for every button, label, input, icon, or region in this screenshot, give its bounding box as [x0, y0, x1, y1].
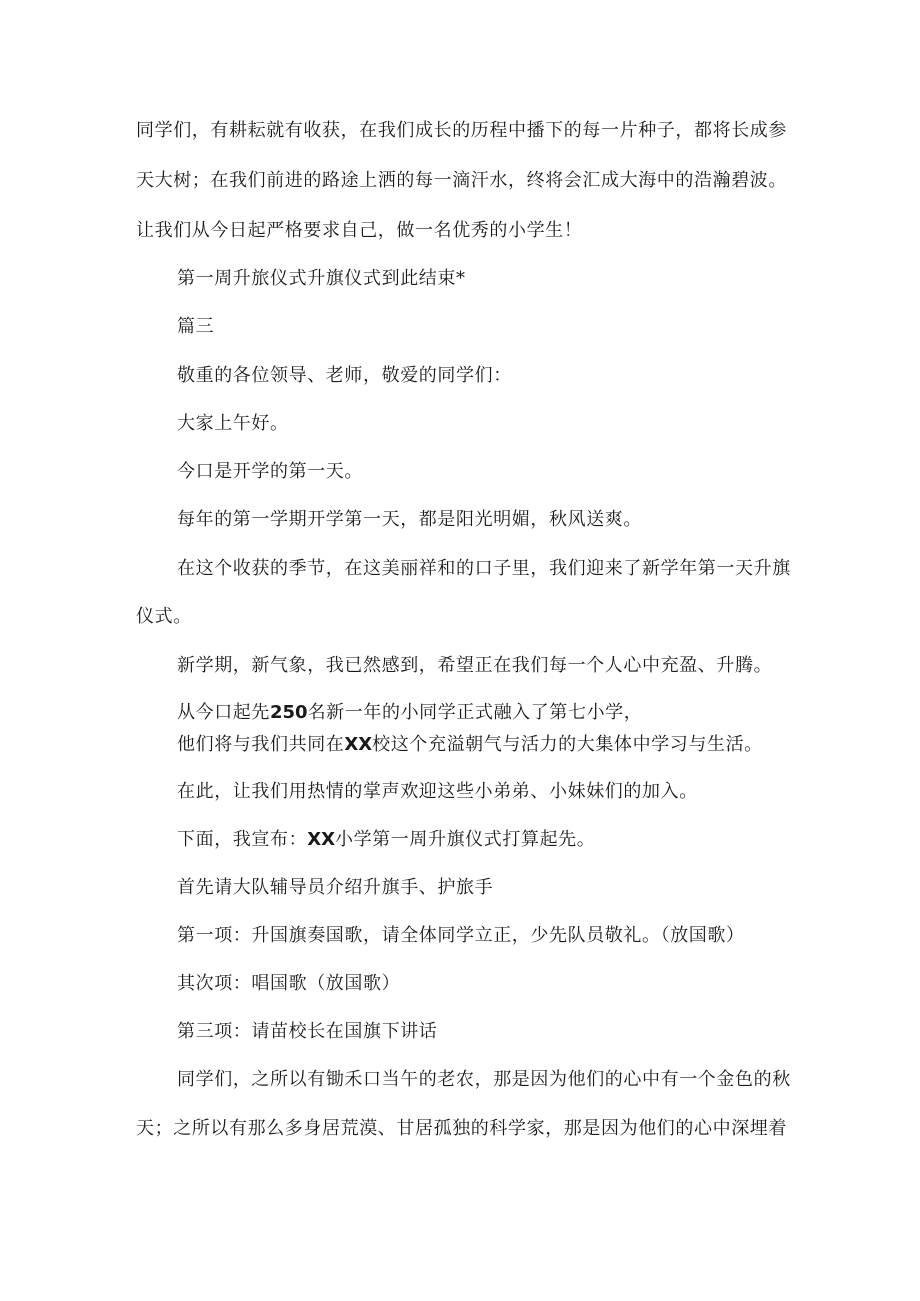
section-ending-line: 第一周升旅仪式升旗仪式到此结束* [177, 268, 466, 289]
agenda-item: 第三项：请苗校长在国旗下讲话 [177, 1021, 438, 1042]
text-run: 下面，我宣布： [177, 829, 308, 850]
salutation-line: 敬重的各位领导、老师，敬爱的同学们： [177, 365, 512, 386]
text-run: 他们将与我们共同在 [177, 734, 345, 755]
paragraph-line: 天大树；在我们前进的路途上洒的每一滴汗水，终将会汇成大海中的浩瀚碧波。 [136, 170, 787, 191]
paragraph-line: 仪式。 [136, 606, 192, 627]
section-heading: 篇三 [177, 316, 215, 337]
text-run: 名新一年的小同学正式融入了第七小学， [307, 702, 643, 723]
agenda-item: 第一项：升国旗奏国歌，请全体同学立正，少先队员敬礼。（放国歌） [177, 925, 745, 946]
bold-placeholder: XX [307, 829, 335, 850]
text-run: 从今口起先 [177, 702, 270, 723]
paragraph-line [177, 733, 763, 757]
paragraph-line [177, 701, 642, 725]
paragraph-line: 同学们，有耕耘就有收获，在我们成长的历程中播下的每一片种子，都将长成参 [136, 120, 787, 141]
text-run: 小学第一周升旗仪式打算起先。 [334, 829, 596, 850]
paragraph-line: 在这个收获的季节，在这美丽祥和的口子里，我们迎来了新学年第一天升旗 [177, 558, 791, 579]
bold-number: 250 [270, 702, 308, 723]
paragraph-line: 今口是开学的第一天。 [177, 461, 363, 482]
paragraph-line: 新学期，新气象，我已然感到，希望正在我们每一个人心中充盈、升腾。 [177, 655, 773, 676]
paragraph-line: 同学们，之所以有锄禾口当午的老农，那是因为他们的心中有一个金色的秋 [177, 1069, 791, 1090]
paragraph-line: 在此，让我们用热情的掌声欢迎这些小弟弟、小妹妹们的加入。 [177, 781, 698, 802]
bold-placeholder: XX [344, 734, 373, 755]
paragraph-line: 每年的第一学期开学第一天，都是阳光明媚，秋风送爽。 [177, 509, 642, 530]
paragraph-line: 首先请大队辅导员介绍升旗手、护旅手 [177, 877, 494, 898]
paragraph-line [177, 828, 595, 852]
paragraph-line: 让我们从今日起严格要求自己，做一名优秀的小学生！ [136, 220, 583, 241]
greeting-line: 大家上午好。 [177, 413, 289, 434]
text-run: 校这个充溢朝气与活力的大集体中学习与生活。 [372, 734, 763, 755]
agenda-item: 其次项：唱国歌（放国歌） [177, 973, 401, 994]
paragraph-line: 天；之所以有那么多身居荒漠、甘居孤独的科学家，那是因为他们的心中深埋着 [136, 1118, 787, 1139]
